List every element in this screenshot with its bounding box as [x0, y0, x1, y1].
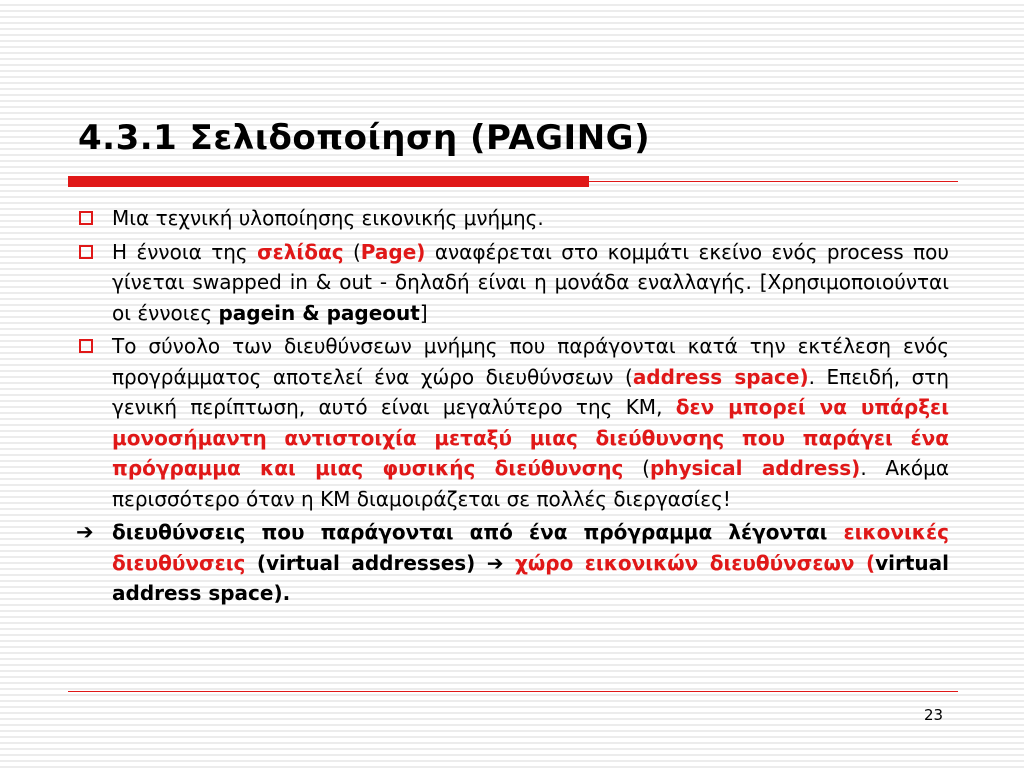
- bullet-text: . Επειδή, στη γενική περίπτωση, αυτό είναι μεγαλύτερο της ΚΜ,: [112, 364, 950, 419]
- bullet-text: virtual address space).: [112, 550, 949, 605]
- arrow-right-icon: ➔: [76, 520, 94, 544]
- highlight-term: δεν μπορεί να υπάρξει μονοσήμαντη αντιστοιχία μεταξύ μιας διεύθυνσης που παράγει ένα πρόγραμμα και μιας φυσικής διεύθυνσης: [112, 395, 949, 480]
- square-bullet-icon: [79, 339, 93, 353]
- highlight-term: χώρο εικονικών διευθύνσεων (: [503, 550, 876, 575]
- bullet-text: . Ακόμα περισσότερο όταν η ΚΜ διαμοιράζεται σε πολλές διεργασίες!: [112, 456, 950, 511]
- bullet-text: (: [623, 456, 650, 480]
- highlight-term: address space): [632, 364, 809, 389]
- slide-content: [76, 203, 949, 612]
- bullet-item-3: [76, 331, 949, 514]
- square-bullet-icon: [79, 211, 93, 225]
- bullet-text: Μια τεχνική υλοποίησης εικονικής μνήμης.: [112, 206, 544, 230]
- highlight-term: Page): [360, 239, 426, 264]
- page-number: 23: [924, 706, 944, 724]
- square-bullet-icon: [79, 245, 93, 259]
- bullet-text: διευθύνσεις που παράγονται από ένα πρόγραμμα λέγονται: [112, 520, 844, 544]
- bullet-text: (virtual addresses): [245, 550, 487, 575]
- slide-title: 4.3.1 Σελιδοποίηση (PAGING): [78, 118, 651, 158]
- bullet-text: (: [343, 239, 361, 264]
- bullet-text: Το σύνολο των διευθύνσεων μνήμης που παράγονται κατά την εκτέλεση ενός προγράμματος αποτελεί ένα χώρο διευθύνσεων (: [112, 334, 949, 389]
- title-underline-thick: [68, 176, 589, 187]
- footer-divider: [68, 691, 958, 692]
- bullet-text: ]: [419, 300, 428, 325]
- bullet-text: αναφέρεται στο κομμάτι εκείνο ενός process που γίνεται swapped in & out - δηλαδή είναι η μονάδα εναλλαγής. [Χρησιμοποιούνται οι έννοιες: [112, 239, 949, 325]
- arrow-right-icon: ➔: [486, 550, 504, 575]
- bullet-item-2: [76, 237, 949, 329]
- arrow-item: [76, 517, 949, 609]
- bullet-text: Η έννοια της: [112, 239, 258, 264]
- bold-term: pagein & pageout: [218, 300, 420, 325]
- highlight-term: εικονικές διευθύνσεις: [112, 520, 949, 575]
- highlight-term: σελίδας: [257, 239, 344, 264]
- highlight-term: physical address): [649, 456, 861, 480]
- bullet-item-1: [76, 203, 949, 234]
- title-underline-thin: [589, 181, 958, 182]
